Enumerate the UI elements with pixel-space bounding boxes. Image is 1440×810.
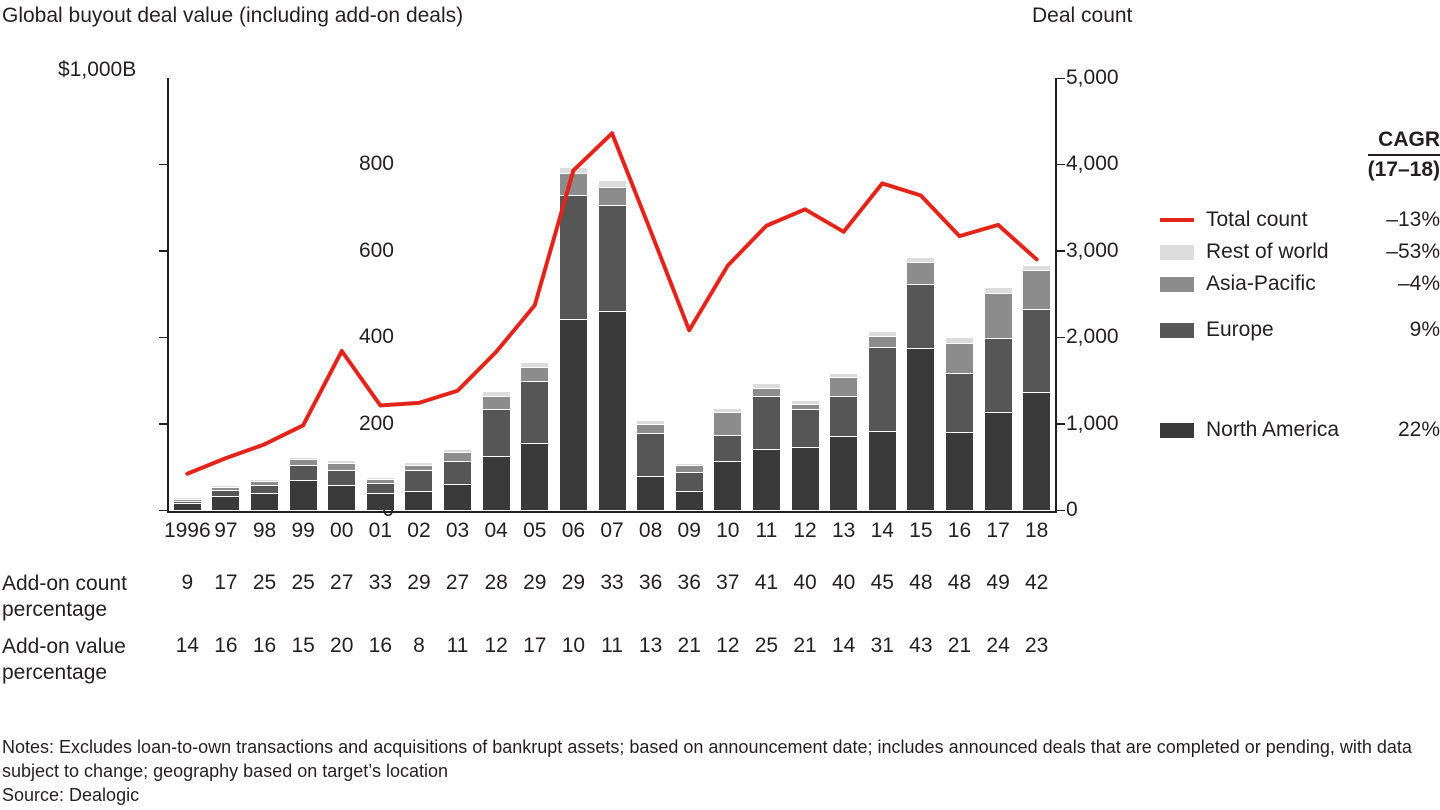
total-count-polyline <box>187 133 1036 473</box>
addon-count-value: 33 <box>600 571 624 594</box>
chart-title-left: Global buyout deal value (including add-on deals) <box>2 4 464 27</box>
left-axis-tick-label: 400 <box>358 325 394 349</box>
x-axis-label: 98 <box>252 519 277 542</box>
left-axis-tick-mark <box>159 510 168 512</box>
chart-source: Source: Dealogic <box>2 785 140 805</box>
addon-count-value: 33 <box>368 571 393 594</box>
left-axis-unit-label: $1,000B <box>58 58 137 81</box>
legend-item-label: North America <box>1206 418 1340 441</box>
right-axis-tick-mark <box>1056 78 1065 80</box>
chart-title-right: Deal count <box>1032 4 1133 27</box>
addon-count-value: 27 <box>330 571 354 594</box>
x-axis-label: 03 <box>445 519 470 542</box>
x-axis-label: 17 <box>986 519 1010 542</box>
addon-value-value: 15 <box>291 634 315 657</box>
x-axis-label: 12 <box>793 519 817 542</box>
legend-item[interactable] <box>1160 270 1440 298</box>
addon-value-value: 43 <box>909 634 933 657</box>
right-axis-tick-mark <box>1056 337 1065 339</box>
right-axis-tick-label: 4,000 <box>1066 152 1119 176</box>
legend-item-label: Rest of world <box>1206 240 1329 263</box>
legend-item-cagr: –13% <box>1386 208 1440 231</box>
addon-value-row-label <box>2 634 126 686</box>
x-axis-label: 06 <box>561 519 586 542</box>
legend-line-swatch <box>1160 218 1194 222</box>
addon-value-value: 23 <box>1025 634 1049 657</box>
legend-item-cagr: 9% <box>1409 318 1440 341</box>
right-axis-tick-mark <box>1056 250 1065 252</box>
left-axis-tick-mark <box>159 337 168 339</box>
total-count-line <box>168 78 1056 510</box>
right-axis-tick-label: 1,000 <box>1066 411 1119 435</box>
addon-value-value: 12 <box>716 634 740 657</box>
addon-value-value: 8 <box>413 634 425 657</box>
addon-value-label-line2: percentage <box>2 661 108 684</box>
x-axis-label: 1996 <box>163 519 211 542</box>
legend-item-label: Asia-Pacific <box>1206 272 1316 295</box>
addon-count-value: 25 <box>252 571 277 594</box>
addon-value-value: 21 <box>677 634 701 657</box>
right-axis-tick-label: 3,000 <box>1066 238 1119 262</box>
left-axis-tick-mark <box>159 164 168 166</box>
x-axis-label: 08 <box>638 519 663 542</box>
x-axis-label: 11 <box>755 519 778 542</box>
addon-count-value: 36 <box>677 571 701 594</box>
addon-count-value: 42 <box>1025 571 1049 594</box>
x-axis-label: 15 <box>909 519 933 542</box>
right-axis-tick-label: 0 <box>1066 498 1078 521</box>
addon-value-value: 10 <box>561 634 586 657</box>
addon-value-value: 16 <box>214 634 238 657</box>
legend-color-swatch <box>1160 423 1194 438</box>
legend-color-swatch <box>1160 277 1194 292</box>
addon-count-value: 25 <box>291 571 315 594</box>
addon-value-value: 16 <box>368 634 393 657</box>
x-axis-label: 13 <box>831 519 856 542</box>
addon-value-value: 21 <box>793 634 817 657</box>
addon-count-value: 29 <box>523 571 547 594</box>
legend-color-swatch <box>1160 323 1194 338</box>
addon-count-value: 29 <box>561 571 586 594</box>
x-axis-label: 14 <box>870 519 894 542</box>
left-axis-tick-mark <box>159 250 168 252</box>
legend-item-cagr: –53% <box>1386 240 1440 263</box>
plot-area <box>168 78 1056 510</box>
addon-value-value: 25 <box>754 634 779 657</box>
x-axis-label: 04 <box>484 519 508 542</box>
cagr-header-line1: CAGR <box>1368 126 1440 156</box>
addon-count-value: 49 <box>986 571 1010 594</box>
addon-value-value: 14 <box>175 634 199 657</box>
x-axis-label: 18 <box>1025 519 1049 542</box>
left-axis-tick-label: 600 <box>358 238 394 262</box>
legend-item[interactable] <box>1160 206 1440 234</box>
x-axis-label: 05 <box>523 519 547 542</box>
right-axis-tick-label: 2,000 <box>1066 325 1119 349</box>
legend-item[interactable] <box>1160 238 1440 266</box>
left-axis-tick-mark <box>159 423 168 425</box>
left-axis-tick-label: 800 <box>358 152 394 176</box>
right-axis-tick-label: 5,000 <box>1066 66 1119 89</box>
legend-item[interactable] <box>1160 416 1440 444</box>
addon-value-value: 16 <box>252 634 277 657</box>
addon-value-value: 11 <box>446 634 469 657</box>
right-axis-tick-mark <box>1056 510 1065 512</box>
addon-count-value: 9 <box>181 571 194 594</box>
addon-value-value: 24 <box>986 634 1010 657</box>
addon-value-value: 14 <box>831 634 856 657</box>
right-axis-tick-mark <box>1056 164 1065 166</box>
left-axis-tick-label: 200 <box>358 411 394 435</box>
x-axis-line <box>167 511 1057 513</box>
x-axis-label: 02 <box>407 519 431 542</box>
addon-count-value: 37 <box>716 571 740 594</box>
bars-and-line-container <box>168 78 1056 510</box>
x-axis-label: 01 <box>368 519 393 542</box>
chart-notes: Notes: Excludes loan-to-own transactions and acquisitions of bankrupt assets; based on announcement date; includes announced deals that are completed or pending, with data subject to change; geography based on target’s location <box>2 737 1412 781</box>
addon-count-value: 28 <box>484 571 508 594</box>
x-axis-label: 09 <box>677 519 701 542</box>
addon-count-value: 40 <box>831 571 856 594</box>
addon-count-value: 27 <box>445 571 470 594</box>
addon-value-value: 20 <box>330 634 354 657</box>
cagr-header <box>1368 126 1440 183</box>
addon-value-value: 13 <box>638 634 663 657</box>
addon-count-value: 41 <box>754 571 779 594</box>
addon-count-label-line2: percentage <box>2 598 108 621</box>
legend-item-cagr: 22% <box>1397 418 1440 441</box>
addon-count-value: 17 <box>214 571 238 594</box>
addon-count-row-label <box>2 571 127 623</box>
x-axis-label: 16 <box>947 519 972 542</box>
right-axis-tick-mark <box>1056 423 1065 425</box>
addon-value-value: 11 <box>601 634 623 657</box>
addon-value-value: 31 <box>870 634 894 657</box>
legend-item[interactable] <box>1160 316 1440 344</box>
addon-value-value: 21 <box>947 634 972 657</box>
x-axis-label: 00 <box>330 519 354 542</box>
addon-count-value: 40 <box>793 571 817 594</box>
x-axis-label: 10 <box>716 519 740 542</box>
addon-value-value: 17 <box>523 634 547 657</box>
addon-count-value: 48 <box>947 571 972 594</box>
x-axis-label: 07 <box>600 519 624 542</box>
addon-count-label-line1: Add-on count <box>2 572 127 595</box>
addon-value-label-line1: Add-on value <box>2 635 126 658</box>
legend-item-label: Total count <box>1206 208 1308 231</box>
addon-value-value: 12 <box>484 634 508 657</box>
cagr-header-line2: (17–18) <box>1367 158 1440 181</box>
addon-count-value: 36 <box>638 571 663 594</box>
x-axis-label: 97 <box>214 519 238 542</box>
legend-item-label: Europe <box>1206 318 1274 341</box>
legend-item-cagr: –4% <box>1397 272 1440 295</box>
addon-count-value: 45 <box>870 571 894 594</box>
addon-count-value: 29 <box>407 571 431 594</box>
x-axis-label: 99 <box>291 519 315 542</box>
legend-color-swatch <box>1160 245 1194 260</box>
addon-count-value: 48 <box>909 571 933 594</box>
